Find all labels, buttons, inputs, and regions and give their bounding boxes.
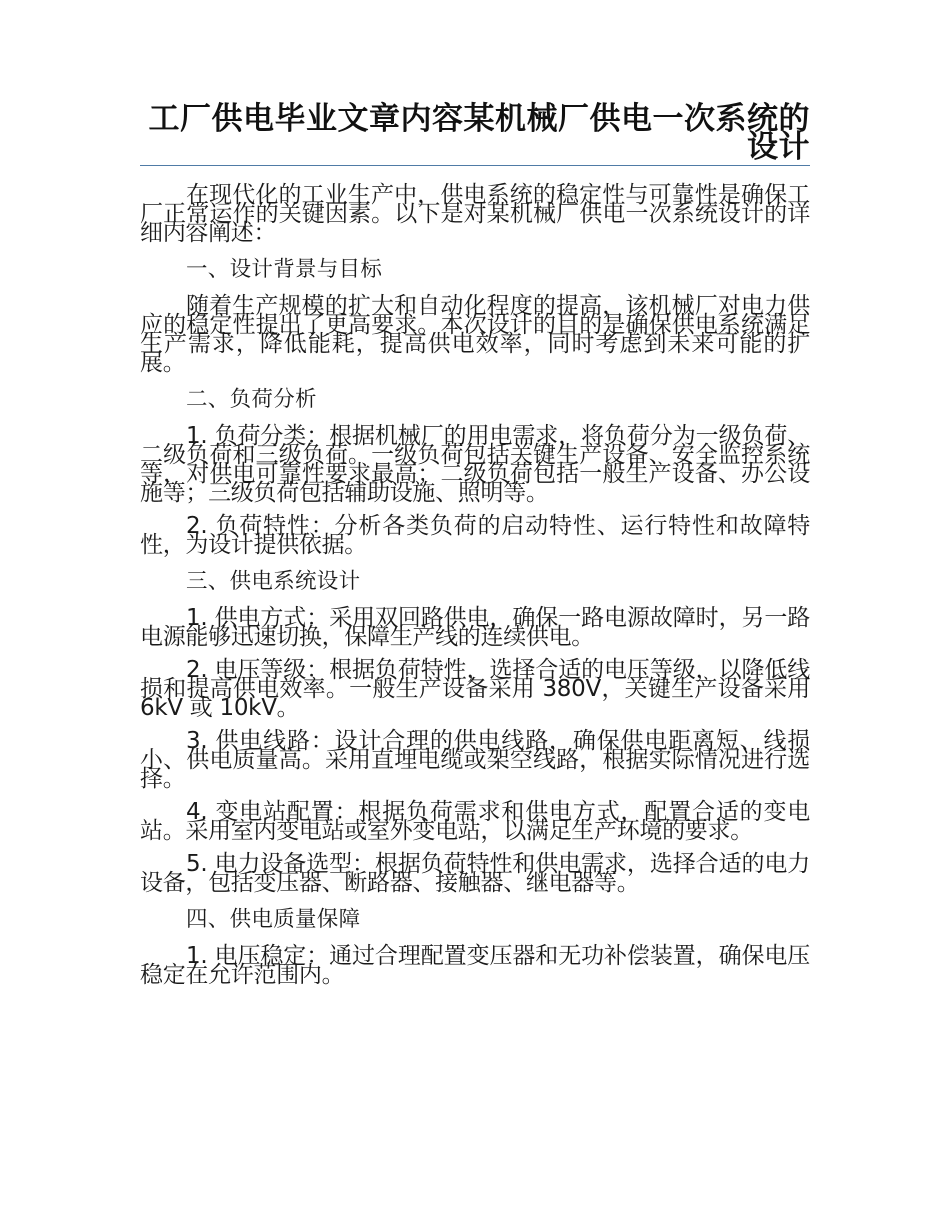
supply-mode-paragraph: 1. 供电方式：采用双回路供电，确保一路电源故障时，另一路电源能够迅速切换，保障生产线的连续供电。 <box>140 605 810 650</box>
section-heading-system-design: 三、供电系统设计 <box>186 569 361 594</box>
background-paragraph: 随着生产规模的扩大和自动化程度的提高，该机械厂对电力供应的稳定性提出了更高要求。本次设计的目的是确保供电系统满足生产需求，降低能耗，提高供电效率，同时考虑到未来可能的扩展。 <box>140 293 810 376</box>
document-body <box>140 182 810 988</box>
load-characteristics-paragraph: 2. 负荷特性：分析各类负荷的启动特性、运行特性和故障特性，为设计提供依据。 <box>140 513 810 558</box>
document-title: 工厂供电毕业文章内容某机械厂供电一次系统的设计 <box>140 105 810 166</box>
section-heading-load-analysis: 二、负荷分析 <box>186 387 317 412</box>
supply-line-paragraph: 3. 供电线路：设计合理的供电线路，确保供电距离短、线损小、供电质量高。采用直埋电缆或架空线路，根据实际情况进行选择。 <box>140 728 810 792</box>
equipment-selection-paragraph: 5. 电力设备选型：根据负荷特性和供电需求，选择合适的电力设备，包括变压器、断路器、接触器、继电器等。 <box>140 851 810 896</box>
document-page <box>140 101 810 999</box>
voltage-stability-paragraph: 1. 电压稳定：通过合理配置变压器和无功补偿装置，确保电压稳定在允许范围内。 <box>140 943 810 988</box>
load-classification-paragraph: 1. 负荷分类：根据机械厂的用电需求，将负荷分为一级负荷、二级负荷和三级负荷。一级负荷包括关键生产设备、安全监控系统等，对供电可靠性要求最高；二级负荷包括一般生产设备、办公设施等；三级负荷包括辅助设施、照明等。 <box>140 423 810 506</box>
section-heading-quality: 四、供电质量保障 <box>186 907 361 932</box>
voltage-level-paragraph: 2. 电压等级：根据负荷特性，选择合适的电压等级，以降低线损和提高供电效率。一般生产设备采用 380V，关键生产设备采用 6kV 或 10kV。 <box>140 657 810 721</box>
section-heading-background: 一、设计背景与目标 <box>186 257 383 282</box>
substation-paragraph: 4. 变电站配置：根据负荷需求和供电方式，配置合适的变电站。采用室内变电站或室外变电站，以满足生产环境的要求。 <box>140 799 810 844</box>
intro-paragraph: 在现代化的工业生产中，供电系统的稳定性与可靠性是确保工厂正常运作的关键因素。以下是对某机械厂供电一次系统设计的详细内容阐述： <box>140 182 810 246</box>
